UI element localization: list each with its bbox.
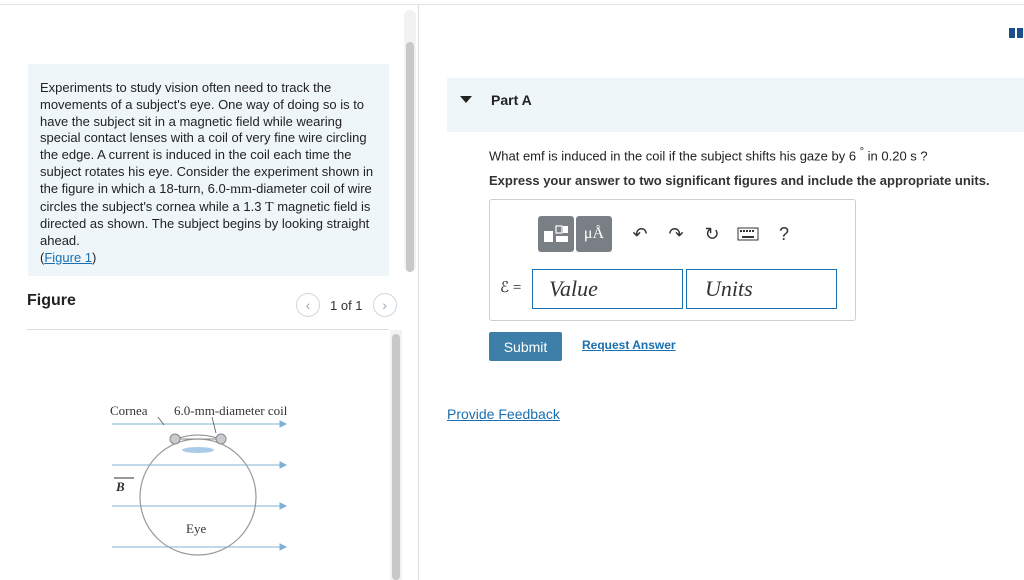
submit-button[interactable]: Submit: [489, 332, 562, 361]
eye-label: Eye: [186, 521, 207, 536]
templates-button[interactable]: [538, 216, 574, 252]
emf-label: ℰ =: [500, 280, 522, 296]
undo-icon[interactable]: ↶: [632, 223, 648, 244]
coil-wire-left: [170, 434, 180, 444]
pane-divider: [418, 5, 419, 580]
keyboard-icon[interactable]: [730, 216, 766, 252]
eye-circle: [140, 439, 256, 555]
problem-text: magnetic field is directed as shown. The subject begins by looking straight ahead.: [40, 198, 371, 249]
field-label: B: [116, 479, 125, 494]
problem-statement: Experiments to study vision often need to track the movements of a subject's eye. One way of doing so is to have the subject sit in a magnetic field while wearing special contact lenses with a coil of very fine wire circling the edge. A current is induced in the coil each time the subject rotates his eye. Consider the experiment shown in the figure in which a 18-turn, 6.0-mm-diameter coil of wire circles the subject's cornea while a 1.3 T magnetic field is directed as shown. The subject begins by looking straight ahead. (Figure 1): [28, 64, 389, 276]
instruction-text: Express your answer to two significant figures and include the appropriate units.: [489, 173, 990, 188]
cornea-arc: [176, 435, 220, 439]
caret-down-icon[interactable]: [460, 96, 472, 103]
request-answer-link[interactable]: Request Answer: [582, 338, 676, 352]
field-arrow: [280, 503, 286, 509]
next-figure-button[interactable]: [373, 293, 397, 317]
part-title: Part A: [491, 92, 532, 108]
pager-count: 1 of 1: [330, 297, 363, 313]
question-text: What emf is induced in the coil if the subject shifts his gaze by 6 ° in 0.20 s ?: [489, 146, 928, 164]
field-arrow: [280, 421, 286, 427]
redo-icon[interactable]: ↷: [668, 223, 684, 244]
provide-feedback-link[interactable]: Provide Feedback: [447, 406, 560, 422]
help-button[interactable]: ?: [778, 223, 789, 244]
figure-link[interactable]: Figure 1: [44, 249, 93, 265]
math-toolbar: [538, 216, 802, 252]
figure-heading: Figure: [27, 292, 76, 309]
reset-icon[interactable]: ↻: [704, 223, 720, 244]
book-icon[interactable]: [1009, 28, 1023, 38]
problem-scrollbar-thumb[interactable]: [406, 42, 414, 272]
unit-mm: mm: [230, 181, 252, 197]
units-button[interactable]: μÅ: [576, 216, 612, 252]
problem-text: -diameter coil of wire circles the subject's cornea while a 1.3: [40, 180, 372, 214]
coil-wire-right: [216, 434, 226, 444]
coil-label: 6.0-mm-diameter coil: [174, 403, 288, 418]
prev-figure-button[interactable]: [296, 293, 320, 317]
problem-text: Experiments to study vision often need to track the movements of a subject's eye. One way of doing so is to have the subject sit in a magnetic field while wearing special contact lenses with a coil of very fine wire circling the edge. A current is induced in the coil each time the subject rotates his eye. Consider the experiment shown in the figure in which a 18-turn, 6.0-: [40, 80, 374, 196]
template-icon: [543, 224, 569, 244]
chevron-left-icon: ‹: [305, 297, 311, 313]
figure-divider: [27, 329, 389, 330]
figure-pager: [296, 293, 397, 317]
eye-coil-figure: [100, 395, 320, 575]
field-arrow: [280, 544, 286, 550]
chevron-right-icon: ›: [382, 297, 387, 313]
cornea-label: Cornea: [110, 403, 148, 418]
lens: [182, 447, 214, 453]
units-input[interactable]: [686, 269, 837, 309]
coil-pointer: [212, 417, 216, 433]
answer-box: [489, 199, 856, 321]
figure-scrollbar-thumb[interactable]: [392, 334, 400, 580]
field-arrow: [280, 462, 286, 468]
part-a-header[interactable]: [447, 78, 1024, 132]
unit-tesla: T: [265, 199, 274, 215]
value-input[interactable]: [532, 269, 683, 309]
